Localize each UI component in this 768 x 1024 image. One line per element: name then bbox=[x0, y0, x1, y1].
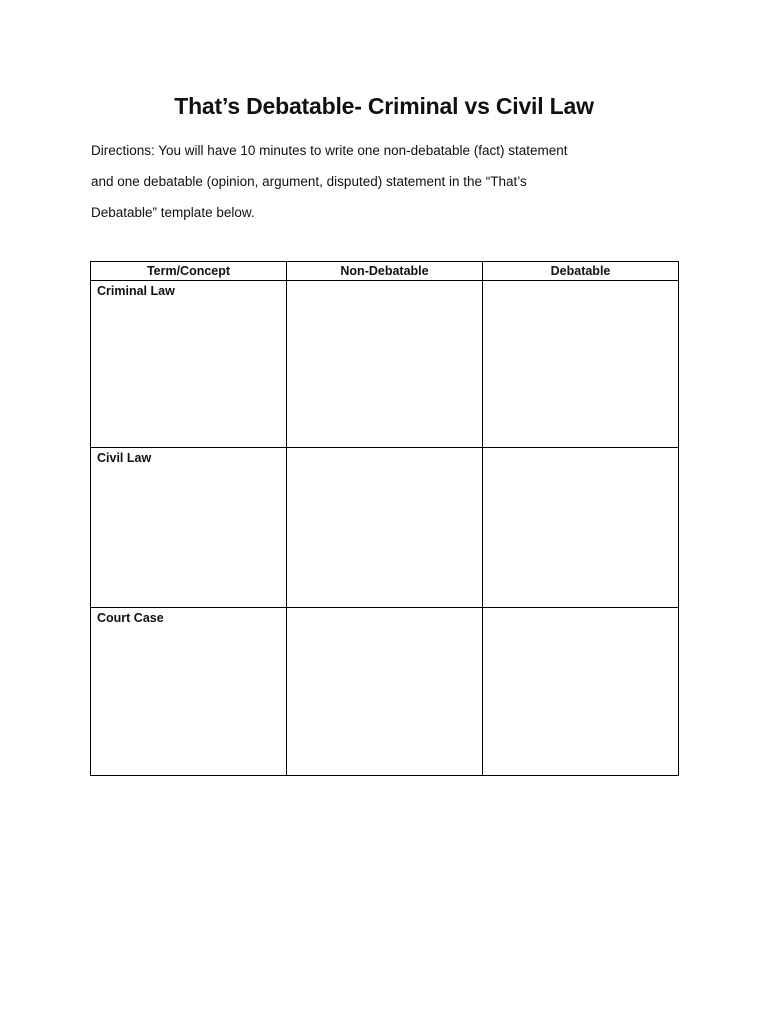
debatable-cell bbox=[483, 281, 679, 448]
debatable-cell bbox=[483, 448, 679, 608]
directions-line: Debatable” template below. bbox=[91, 205, 255, 220]
non-debatable-cell bbox=[287, 448, 483, 608]
non-debatable-cell bbox=[287, 281, 483, 448]
table-row bbox=[91, 448, 679, 608]
term-cell: Civil Law bbox=[91, 448, 287, 608]
directions-text bbox=[91, 135, 651, 228]
header-debatable: Debatable bbox=[483, 262, 679, 281]
header-term-concept: Term/Concept bbox=[91, 262, 287, 281]
directions-line: Directions: You will have 10 minutes to write one non-debatable (fact) statement bbox=[91, 143, 568, 158]
table-header-row bbox=[91, 262, 679, 281]
table-row bbox=[91, 608, 679, 776]
directions-line: and one debatable (opinion, argument, disputed) statement in the “That’s bbox=[91, 174, 527, 189]
header-non-debatable: Non-Debatable bbox=[287, 262, 483, 281]
table-row bbox=[91, 281, 679, 448]
page-title: That’s Debatable- Criminal vs Civil Law bbox=[174, 93, 594, 119]
debatable-cell bbox=[483, 608, 679, 776]
term-cell: Court Case bbox=[91, 608, 287, 776]
non-debatable-cell bbox=[287, 608, 483, 776]
debatable-template-table bbox=[90, 261, 679, 776]
term-cell: Criminal Law bbox=[91, 281, 287, 448]
